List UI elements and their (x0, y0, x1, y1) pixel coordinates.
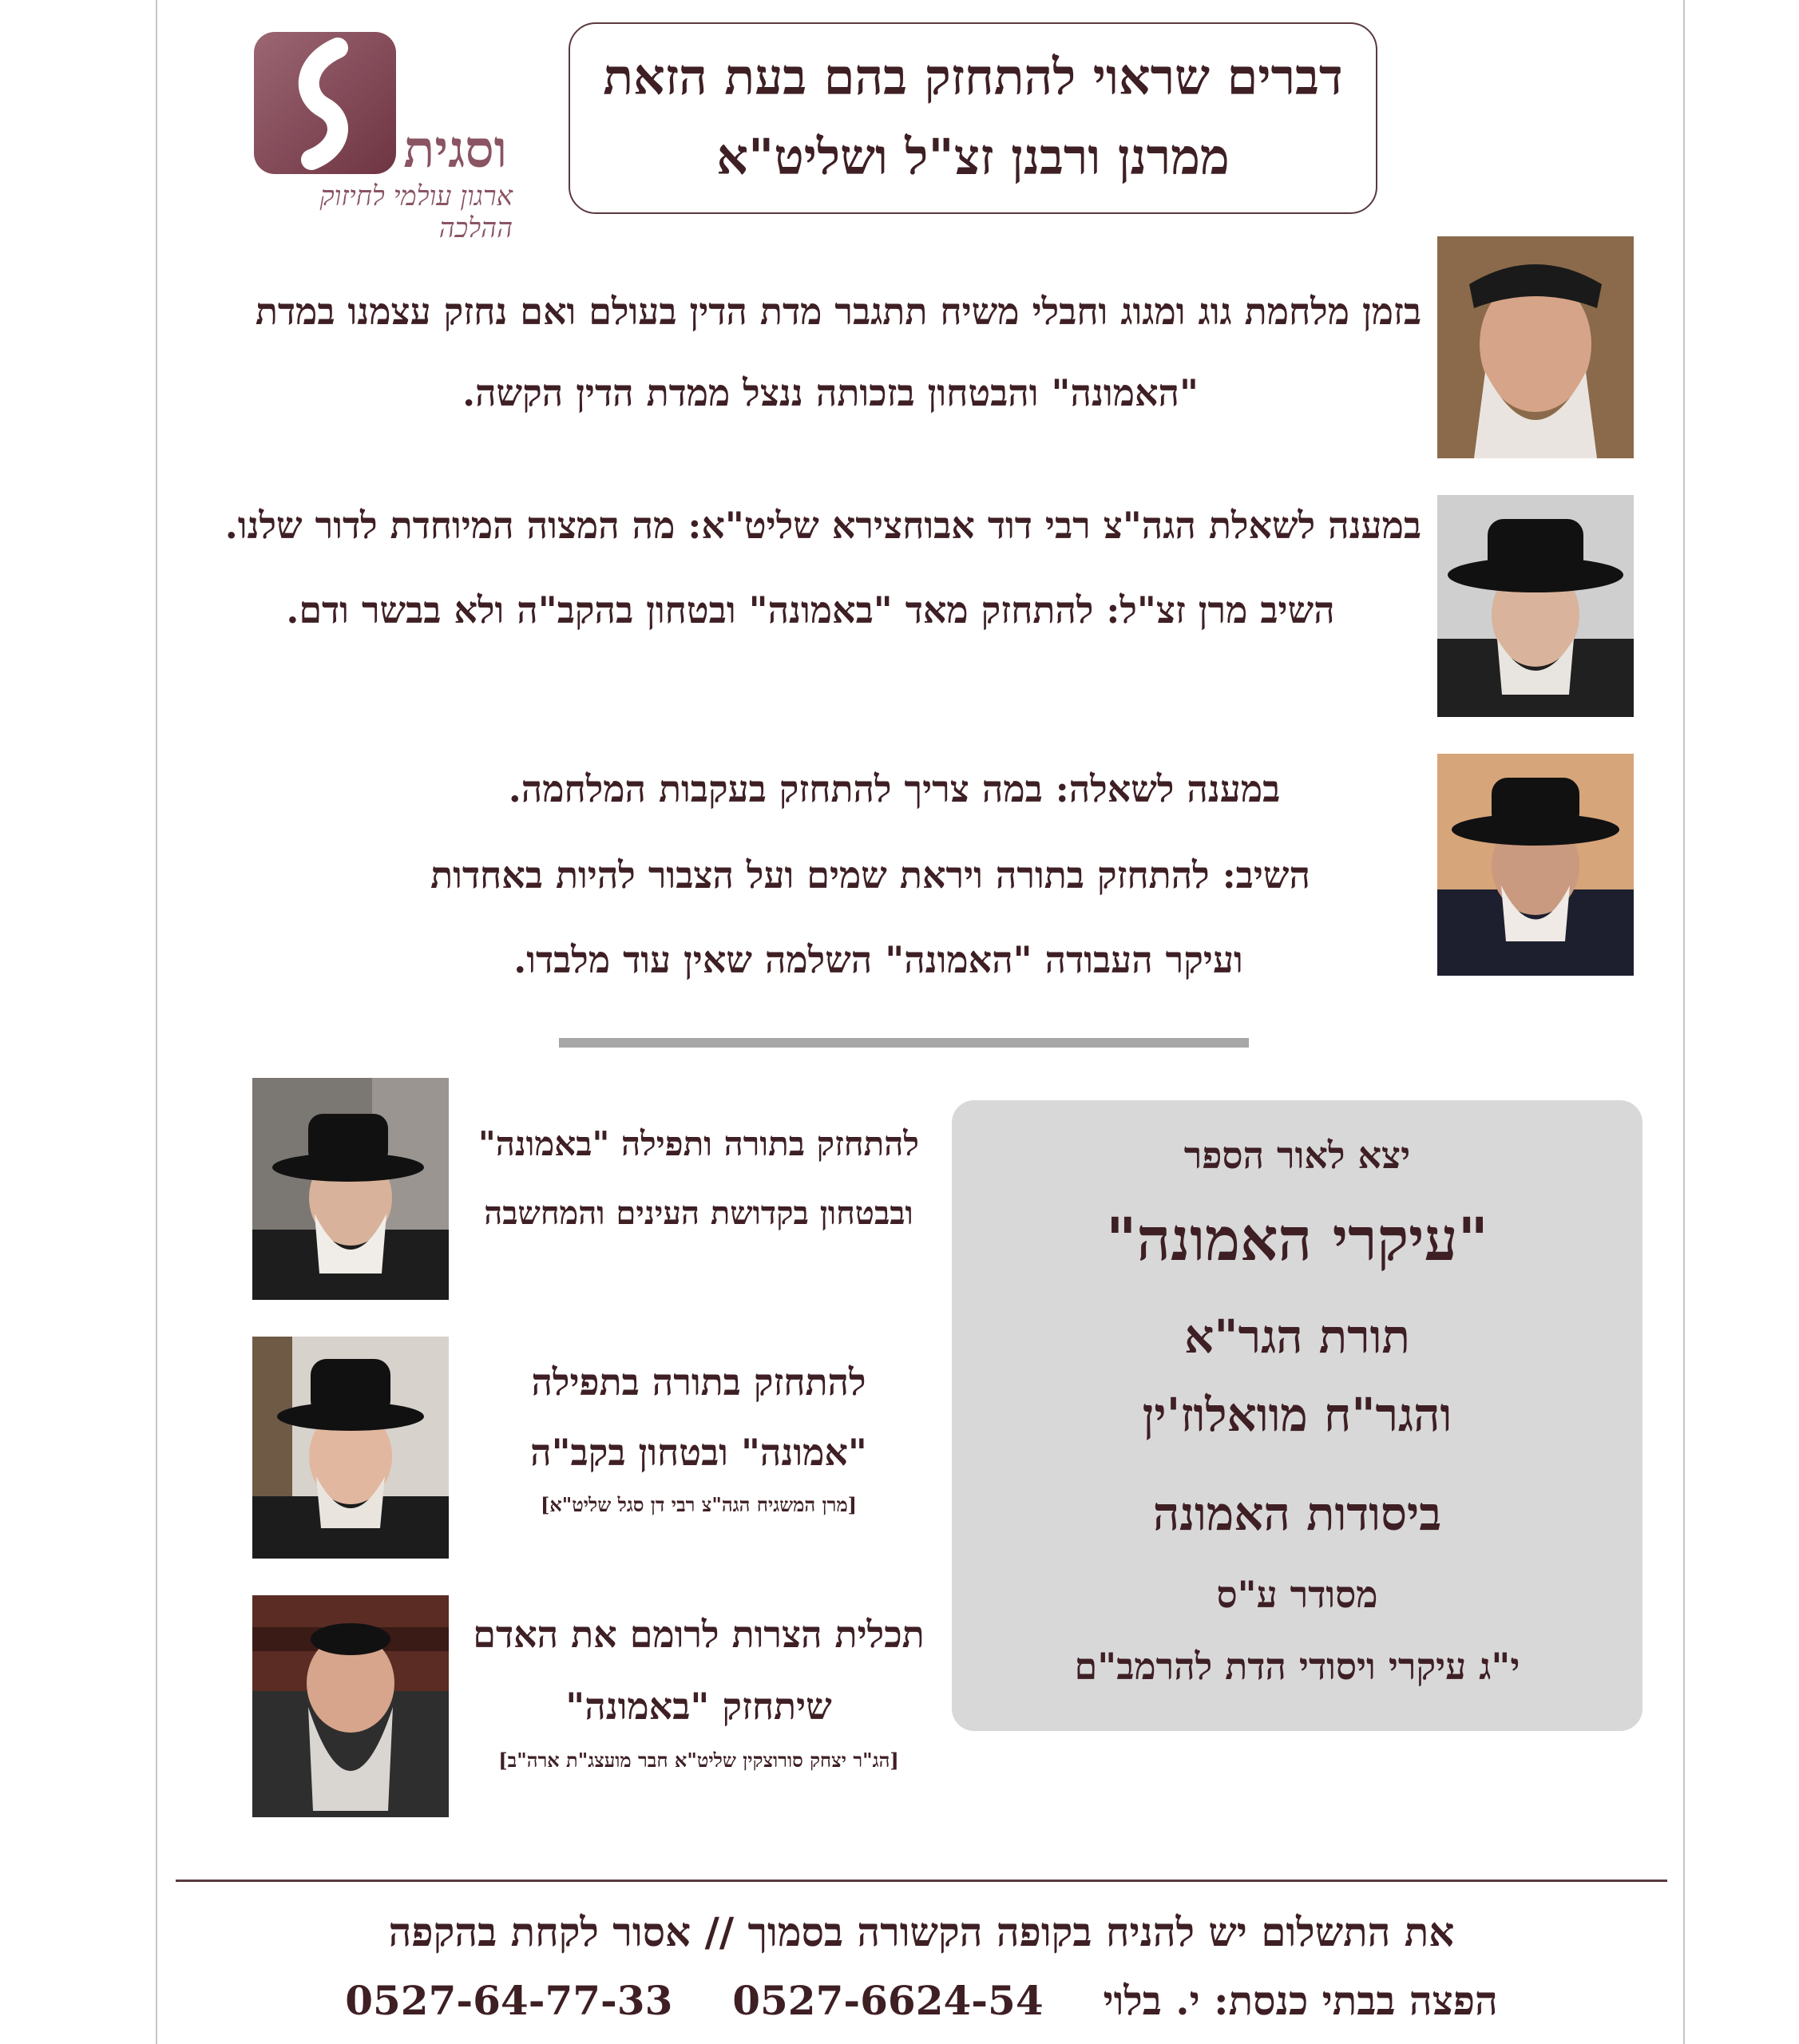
quote-3-line-1: במענה לשאלה: במה צריך להתחזק בעקבות המלחמה. (508, 767, 1281, 810)
side-quote-2-line-1: להתחזק בתורה בתפילה (531, 1361, 866, 1404)
side-quote-1-line-2: ובבטחון בקדושת העינים והמחשבה (484, 1194, 913, 1232)
phone-1: 0527-6624-54 (732, 1977, 1044, 2024)
side-quote-3-caption: [הג"ר יצחק סורוצקין שליט"א חבר מועצג"ת ארה"ב] (498, 1749, 899, 1772)
book-line-4: מסודר ע"ס (1216, 1573, 1378, 1616)
portrait-2 (1437, 495, 1634, 717)
quote-2-line-2: השיב מרן זצ"ל: להתחזק מאד "באמונה" ובטחון בהקב"ה ולא בבשר ודם. (286, 588, 1335, 632)
portrait-4 (252, 1078, 449, 1300)
footer-rule (176, 1880, 1667, 1882)
book-name: "עיקרי האמונה" (1105, 1206, 1488, 1274)
title-line-1: דברים שראוי להתחזק בהם בעת הזאת (603, 48, 1343, 106)
footer-payment-note: את התשלום יש להניח בקופה הקשורה בסמוך // אסור לקחת בהקפה (388, 1908, 1455, 1955)
side-quote-1-line-1: להתחזק בתורה ותפילה "באמונה" (477, 1124, 920, 1163)
book-line-2: והגר"ח מוואלוז'ין (1142, 1388, 1452, 1442)
book-line-5: י"ג עיקרי ויסודי הדת להרמב"ם (1074, 1645, 1520, 1688)
distribution-label: הפצה בבתי כנסת: י. בלוי (1103, 1977, 1498, 2024)
portrait-1 (1437, 236, 1634, 458)
quote-3-line-3: ועיקר העבודה "האמונה" השלמה שאין עוד מלבדו. (513, 938, 1243, 981)
quote-1-line-2: "האמונה" והבטחון בזכותה ננצל ממדת הדין הקשה. (462, 371, 1199, 414)
logo-word: וסגית (403, 120, 507, 180)
section-divider (559, 1038, 1249, 1048)
book-line-1: תורת הגר"א (1184, 1309, 1410, 1364)
footer-distribution (176, 1977, 1667, 2024)
quote-1-line-1: בזמן מלחמת גוג ומגוג וחבלי משיח תתגבר מדת הדין בעולם ואם נחזק עצמנו במדת (255, 290, 1421, 333)
portrait-6 (252, 1595, 449, 1817)
portrait-3 (1437, 754, 1634, 976)
side-quote-2-line-2: "אמונה" ובטחון בקב"ה (530, 1431, 867, 1474)
side-quote-3-line-2: שיתחזק "באמונה" (565, 1685, 832, 1728)
title-line-2: ממרנן ורבנן זצ"ל ושליט"א (716, 128, 1230, 186)
side-quote-2-caption: [מרן המשגיח הגה"צ רבי דן סגל שליט"א] (540, 1493, 858, 1516)
portrait-5 (252, 1337, 449, 1559)
book-intro: יצא לאור הספר (1183, 1134, 1411, 1177)
phone-2: 0527-64-77-33 (345, 1977, 673, 2024)
quote-2-line-1: במענה לשאלת הגה"צ רבי דוד אבוחצירא שליט"א: מה המצוה המיוחדת לדור שלנו. (224, 504, 1421, 547)
quote-3-line-2: השיב: להתחזק בתורה ויראת שמים ועל הצבור להיות באחדות (430, 854, 1310, 897)
book-line-3: ביסודות האמונה (1152, 1487, 1442, 1541)
logo-subtitle: ארגון עולמי לחיזוק ההלכה (319, 180, 513, 244)
side-quote-3-line-1: תכלית הצרות לרומם את האדם (473, 1613, 925, 1656)
